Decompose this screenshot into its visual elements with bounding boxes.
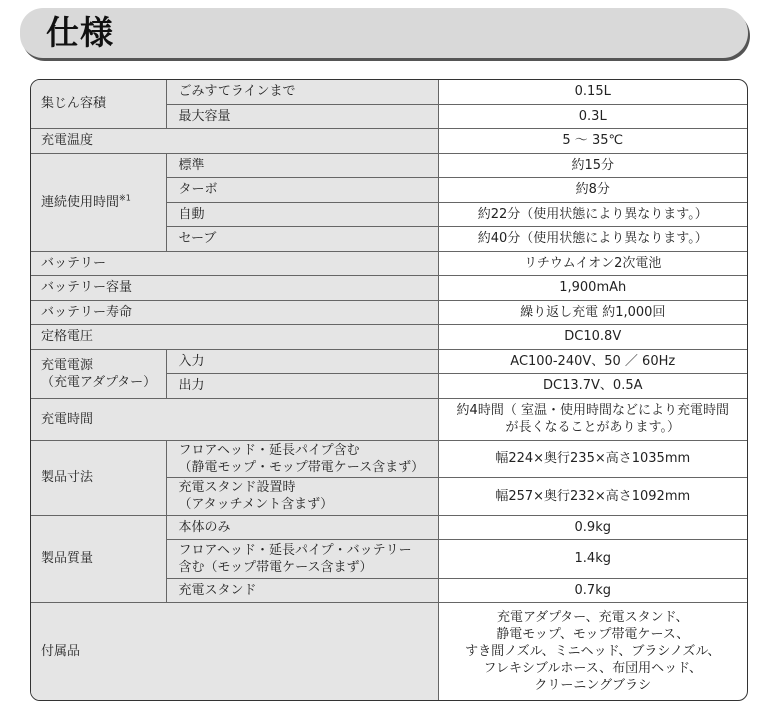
dimensions-sub-label-line1: フロアヘッド・延長パイプ含む <box>178 442 360 458</box>
accessories-line: クリーニングブラシ <box>534 677 652 693</box>
accessories-value <box>438 602 747 700</box>
runtime-mode-label: セーブ <box>166 226 438 251</box>
weight-sub-label <box>166 539 438 578</box>
capacity-value: 0.3L <box>438 104 747 128</box>
weight-sub-label: 本体のみ <box>166 515 438 539</box>
dimensions-value: 幅257×奥行232×高さ1092mm <box>438 477 747 515</box>
table-row <box>31 349 747 373</box>
weight-value: 0.7kg <box>438 578 747 602</box>
charge-temp-value: 5 ～ 35℃ <box>438 128 747 153</box>
runtime-label-text: 連続使用時間 <box>41 194 120 210</box>
table-row <box>31 324 747 349</box>
capacity-sub-label: ごみすてラインまで <box>166 80 438 104</box>
battery-capacity-label: バッテリー容量 <box>31 275 438 300</box>
battery-label: バッテリー <box>31 251 438 275</box>
accessories-line: 静電モップ、モップ帯電ケース、 <box>496 626 690 642</box>
accessories-line: 充電アダプター、充電スタンド、 <box>497 609 689 625</box>
dimensions-sub-label <box>166 440 438 477</box>
power-supply-sub-label: 入力 <box>166 349 438 373</box>
power-supply-sub-label: 出力 <box>166 373 438 398</box>
accessories-line: すき間ノズル、ミニヘッド、ブラシノズル、 <box>465 643 721 659</box>
power-supply-label-line1: 充電電源 <box>41 357 94 373</box>
table-row <box>31 440 747 477</box>
battery-life-label: バッテリー寿命 <box>31 300 438 324</box>
weight-label: 製品質量 <box>31 515 166 602</box>
runtime-mode-label: 標準 <box>166 153 438 177</box>
runtime-mode-value: 約15分 <box>438 153 747 177</box>
power-supply-value: AC100-240V、50 ／ 60Hz <box>438 349 747 373</box>
charge-time-value-line2: が長くなることがあります。） <box>505 420 680 435</box>
power-supply-value: DC13.7V、0.5A <box>438 373 747 398</box>
runtime-mode-value: 約8分 <box>438 177 747 202</box>
runtime-mode-label: ターボ <box>166 177 438 202</box>
weight-sub-label-line2: 含む（モップ帯電ケース含まず） <box>178 559 373 575</box>
rated-voltage-label: 定格電圧 <box>31 324 438 349</box>
table-row <box>31 251 747 275</box>
weight-value: 0.9kg <box>438 515 747 539</box>
table-row <box>31 300 747 324</box>
table-row <box>31 515 747 539</box>
table-row <box>31 153 747 177</box>
accessories-line: フレキシブルホース、布団用ヘッド、 <box>483 660 702 676</box>
weight-sub-label: 充電スタンド <box>166 578 438 602</box>
spec-table <box>30 79 748 701</box>
runtime-mode-value: 約22分（使用状態により異なります。） <box>438 202 747 226</box>
dimensions-sub-label-line2: （アタッチメント含まず） <box>178 497 334 512</box>
charge-temp-label: 充電温度 <box>31 128 438 153</box>
table-row <box>31 80 747 104</box>
page-title: 仕様 <box>46 13 114 52</box>
accessories-label: 付属品 <box>31 602 438 700</box>
power-supply-label-line2: （充電アダプター） <box>41 374 157 390</box>
table-row <box>31 602 747 700</box>
runtime-footnote-mark: ※1 <box>119 193 131 203</box>
capacity-value: 0.15L <box>438 80 747 104</box>
runtime-mode-label: 自動 <box>166 202 438 226</box>
capacity-sub-label: 最大容量 <box>166 104 438 128</box>
battery-value: リチウムイオン2次電池 <box>438 251 747 275</box>
dimensions-value: 幅224×奥行235×高さ1035mm <box>438 440 747 477</box>
capacity-label: 集じん容積 <box>31 80 166 128</box>
dimensions-label: 製品寸法 <box>31 440 166 515</box>
table-row <box>31 398 747 440</box>
rated-voltage-value: DC10.8V <box>438 324 747 349</box>
table-row <box>31 128 747 153</box>
charge-time-label: 充電時間 <box>31 398 438 440</box>
charge-time-value-line1: 約4時間（ 室温・使用時間などにより充電時間 <box>456 403 729 418</box>
battery-life-value: 繰り返し充電 約1,000回 <box>438 300 747 324</box>
weight-value: 1.4kg <box>438 539 747 578</box>
runtime-mode-value: 約40分（使用状態により異なります。） <box>438 226 747 251</box>
charge-time-value <box>438 398 747 440</box>
dimensions-sub-label <box>166 477 438 515</box>
battery-capacity-value: 1,900mAh <box>438 275 747 300</box>
dimensions-sub-label-line2: （静電モップ・モップ帯電ケース含まず） <box>178 459 425 475</box>
section-header <box>20 8 748 58</box>
power-supply-label <box>31 349 166 398</box>
runtime-label <box>31 153 166 251</box>
dimensions-sub-label-line1: 充電スタンド設置時 <box>178 480 296 495</box>
table-row <box>31 275 747 300</box>
weight-sub-label-line1: フロアヘッド・延長パイプ・バッテリー <box>178 542 412 558</box>
